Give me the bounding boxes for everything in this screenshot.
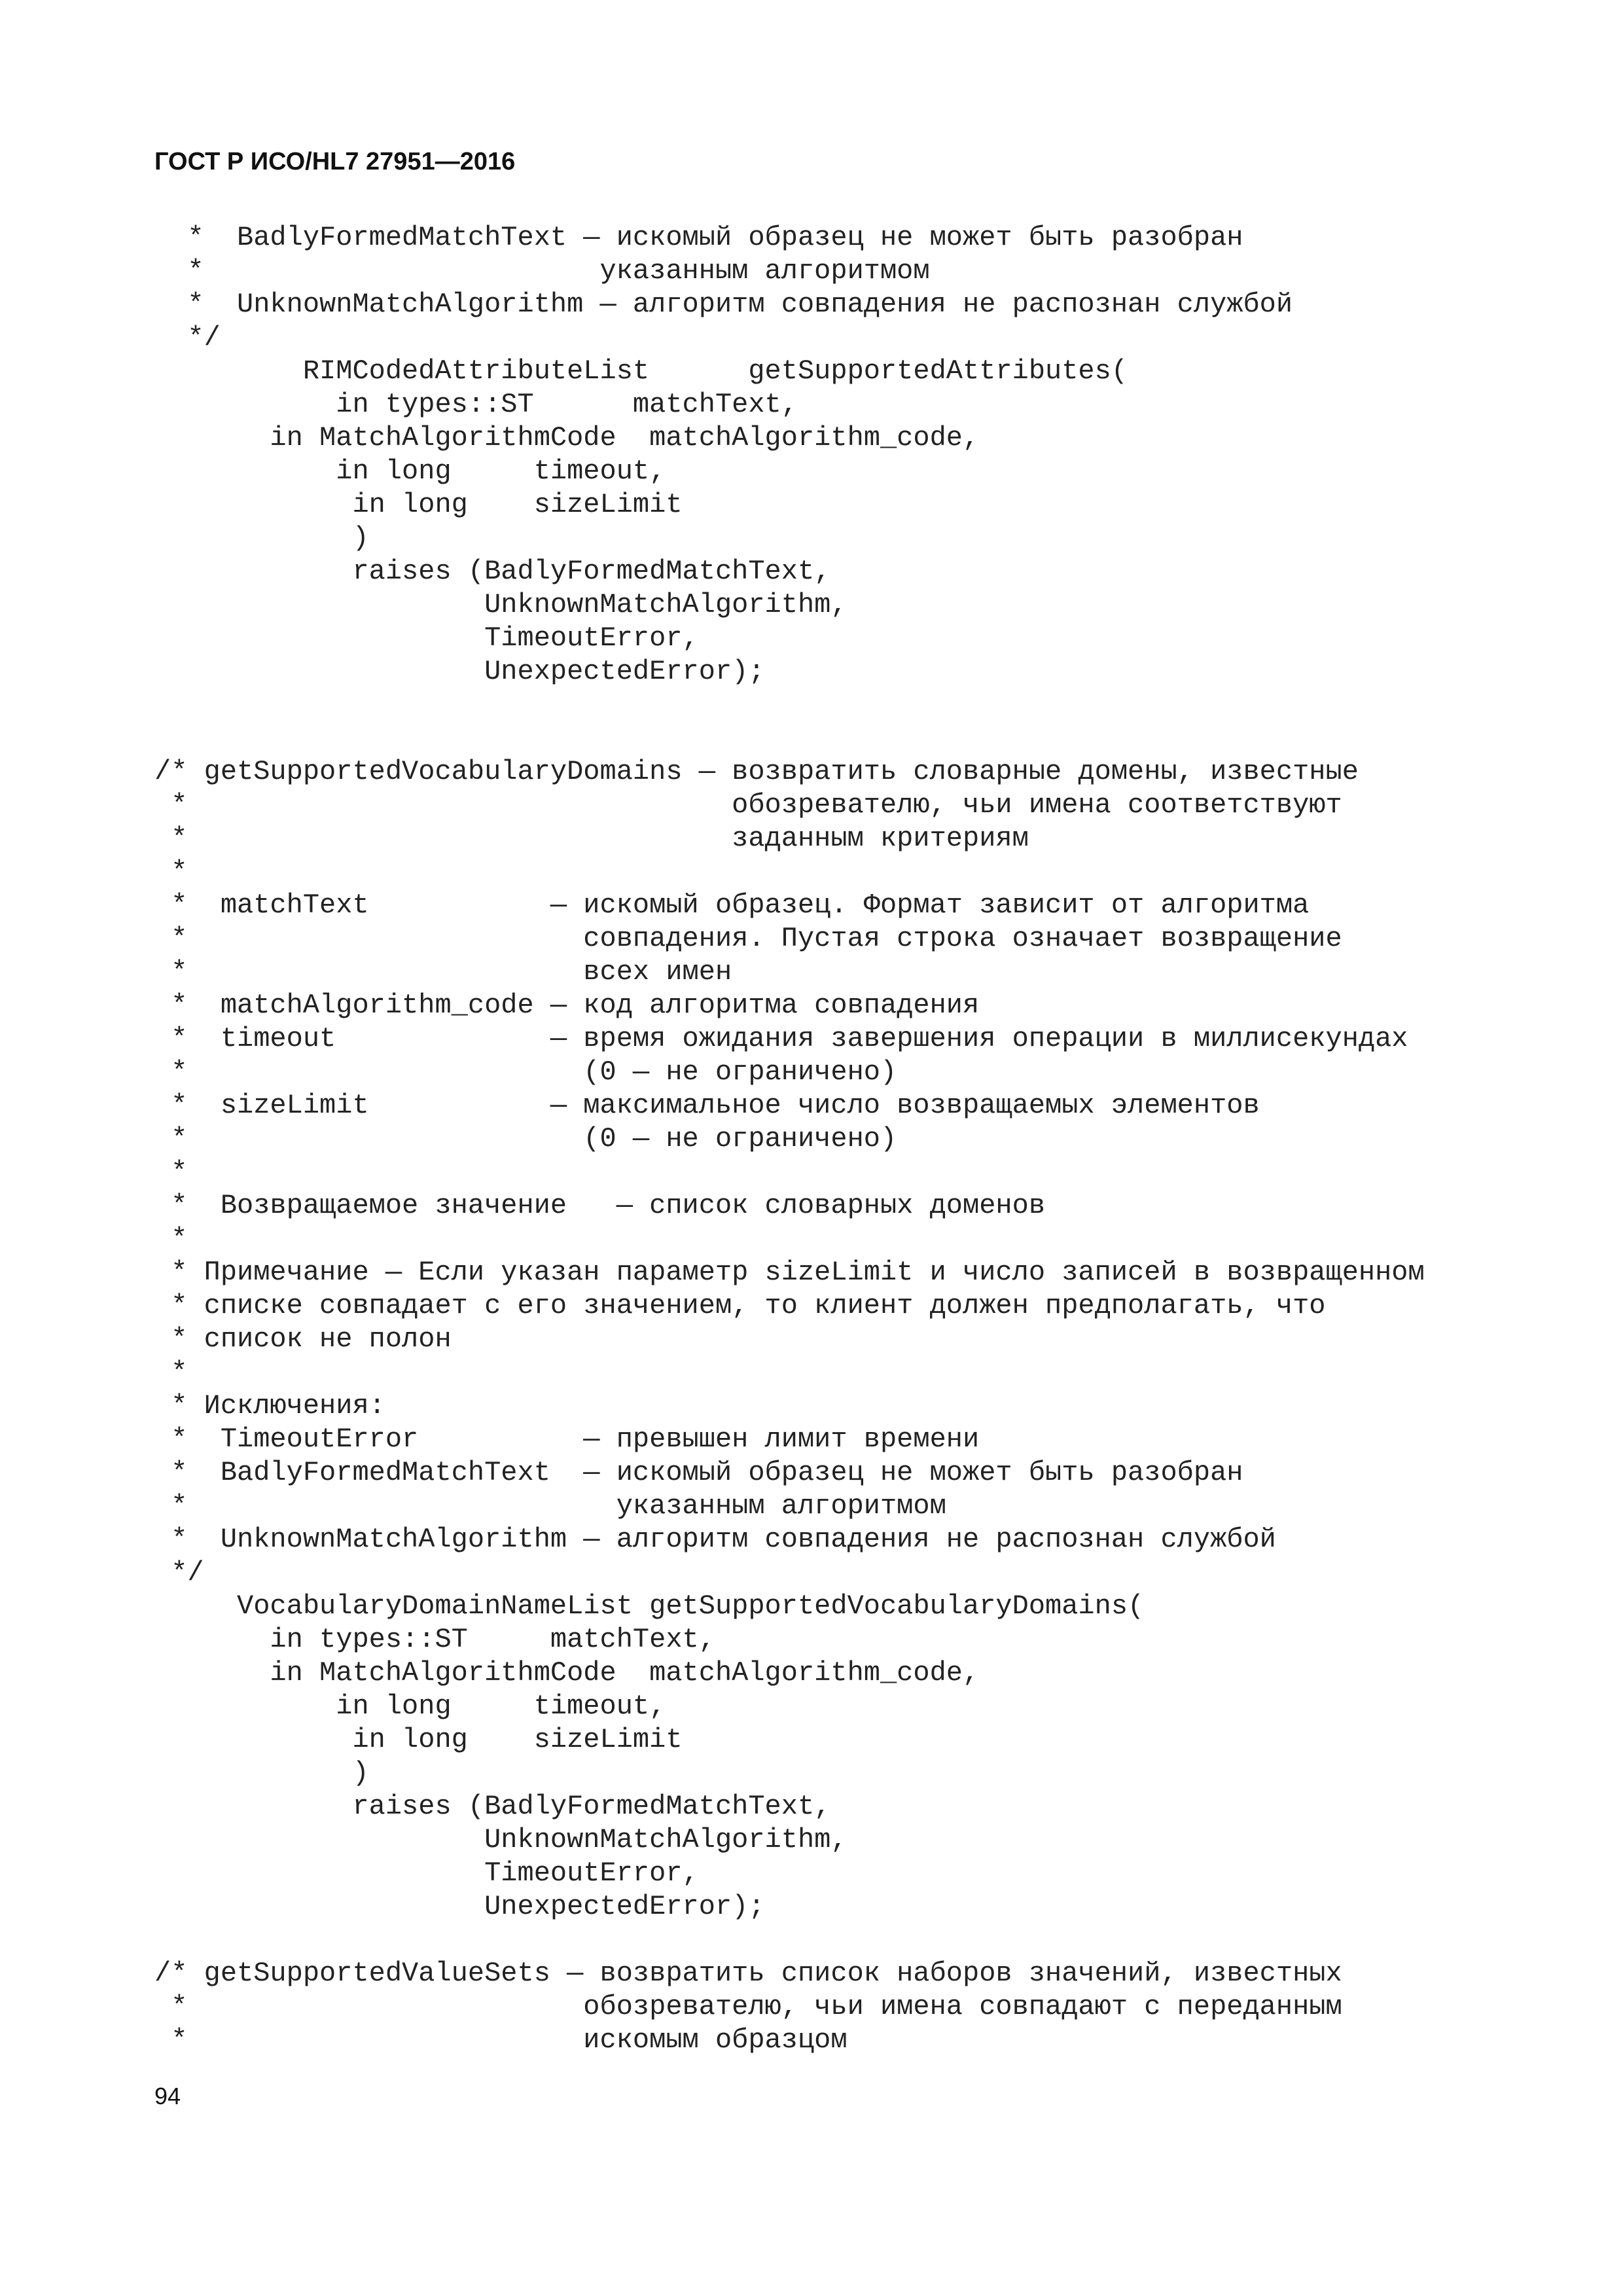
code-line: UnknownMatchAlgorithm, — [154, 589, 847, 620]
code-line: * заданным критериям — [154, 823, 1029, 854]
code-line: ) — [154, 1757, 369, 1789]
code-line: * искомым образцом — [154, 2024, 847, 2056]
code-line: RIMCodedAttributeList getSupportedAttributes( — [154, 355, 1128, 387]
page-number: 94 — [154, 2083, 181, 2109]
page-header: ГОСТ Р ИСО/HL7 27951—2016 — [154, 148, 516, 175]
code-line: in long sizeLimit — [154, 489, 683, 520]
code-line: TimeoutError, — [154, 1857, 699, 1889]
code-line: * Возвращаемое значение — список словарных доменов — [154, 1190, 1046, 1221]
code-line: * списке совпадает с его значением, то клиент должен предполагать, что — [154, 1290, 1326, 1321]
code-line: in long sizeLimit — [154, 1724, 683, 1755]
code-line: raises (BadlyFormedMatchText, — [154, 556, 831, 587]
code-line: * Примечание — Если указан параметр sizeLimit и число записей в возвращенном — [154, 1257, 1425, 1288]
code-line: UnexpectedError); — [154, 656, 765, 687]
code-line: */ — [154, 322, 221, 353]
code-line: VocabularyDomainNameList getSupportedVocabularyDomains( — [154, 1590, 1145, 1622]
code-line: * — [154, 1223, 188, 1255]
code-line: in MatchAlgorithmCode matchAlgorithm_code, — [154, 1657, 980, 1689]
code-line: * matchText — искомый образец. Формат зависит от алгоритма — [154, 889, 1310, 921]
code-line: TimeoutError, — [154, 622, 699, 654]
code-line: * всех имен — [154, 956, 732, 988]
code-line: * — [154, 1357, 188, 1388]
code-line: in types::ST matchText, — [154, 389, 798, 420]
code-line: * совпадения. Пустая строка означает возвращение — [154, 923, 1342, 954]
code-line: * BadlyFormedMatchText — искомый образец не может быть разобран — [154, 222, 1243, 253]
code-listing — [154, 221, 1529, 2057]
code-line: * (0 — не ограничено) — [154, 1123, 897, 1155]
code-line: * sizeLimit — максимальное число возвращаемых элементов — [154, 1090, 1260, 1121]
code-line: UnknownMatchAlgorithm, — [154, 1824, 847, 1856]
code-line: in long timeout, — [154, 1691, 666, 1722]
code-line: * указанным алгоритмом — [154, 255, 930, 287]
code-line — [154, 1924, 1529, 1957]
code-line: * — [154, 1157, 188, 1188]
code-line: in types::ST matchText, — [154, 1624, 715, 1655]
code-line: * обозревателю, чьи имена соответствуют — [154, 789, 1342, 821]
code-line: * список не полон — [154, 1323, 452, 1355]
code-line: * TimeoutError — превышен лимит времени — [154, 1424, 980, 1455]
code-line: in MatchAlgorithmCode matchAlgorithm_code, — [154, 422, 980, 454]
code-line: ) — [154, 522, 369, 554]
code-line: * BadlyFormedMatchText — искомый образец не может быть разобран — [154, 1457, 1243, 1488]
code-line: * matchAlgorithm_code — код алгоритма совпадения — [154, 990, 980, 1021]
code-line: in long timeout, — [154, 456, 666, 487]
code-line: */ — [154, 1557, 204, 1588]
code-line: * обозревателю, чьи имена совпадают с переданным — [154, 1991, 1342, 2022]
code-line: * (0 — не ограничено) — [154, 1056, 897, 1088]
code-line: raises (BadlyFormedMatchText, — [154, 1791, 831, 1822]
code-line: * UnknownMatchAlgorithm — алгоритм совпадения не распознан службой — [154, 1524, 1276, 1555]
code-line: * указанным алгоритмом — [154, 1490, 946, 1522]
code-line: * — [154, 856, 188, 888]
code-line — [154, 722, 1529, 755]
code-line: UnexpectedError); — [154, 1891, 765, 1922]
code-line: /* getSupportedVocabularyDomains — возвратить словарные домены, известные — [154, 756, 1359, 787]
code-line — [154, 689, 1529, 722]
code-line: * timeout — время ожидания завершения операции в миллисекундах — [154, 1023, 1408, 1054]
code-line: * UnknownMatchAlgorithm — алгоритм совпадения не распознан службой — [154, 289, 1293, 320]
code-line: /* getSupportedValueSets — возвратить список наборов значений, известных — [154, 1958, 1342, 1989]
code-line: * Исключения: — [154, 1390, 385, 1422]
